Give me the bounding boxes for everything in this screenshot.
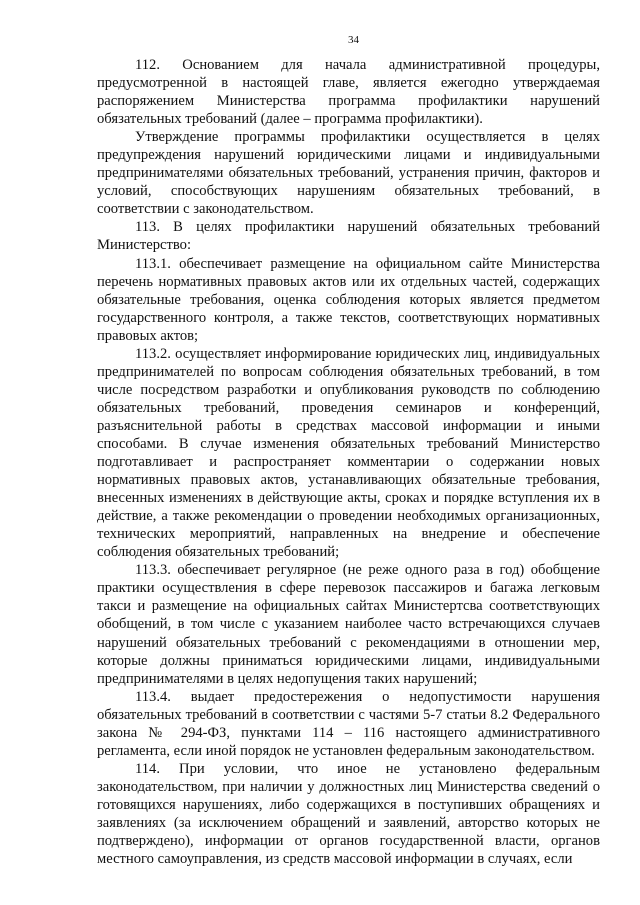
paragraph-113: 113. В целях профилактики нарушений обязательных требований Министерство:	[97, 219, 600, 254]
paragraph-113-2: 113.2. осуществляет информирование юридических лиц, индивидуальных предпринимателей по вопросам соблюдения обязательных требований, в том числе посредством разработки и опубликования руководств по соблюдению обязательных требований, проведения семинаров и конференций, разъяснительной работы в средствах массовой информации и иными способами. В случае изменения обязательных требований Министерство подготавливает и распространяет комментарии о содержании новых нормативных правовых актов, устанавливающих обязательные требования, внесенных изменениях в действующие акты, сроках и порядке вступления их в действие, а также рекомендации о проведении необходимых организационных, технических мероприятий, направленных на внедрение и обеспечение соблюдения обязательных требований;	[97, 345, 600, 561]
paragraph-113-4: 113.4. выдает предостережения о недопустимости нарушения обязательных требований в соответствии с частями 5-7 статьи 8.2 Федерального закона № 294-ФЗ, пунктами 114 – 116 настоящего административного регламента, если иной порядок не установлен федеральным законодательством.	[97, 688, 600, 759]
paragraph-112-approval: Утверждение программы профилактики осуществляется в целях предупреждения нарушений юридическими лицами и индивидуальными предпринимателями обязательных требований, устранения причин, факторов и условий, способствующих нарушениям обязательных требований, в соответствии с законодательством.	[97, 129, 600, 218]
paragraph-113-1: 113.1. обеспечивает размещение на официальном сайте Министерства перечень нормативных правовых актов или их отдельных частей, содержащих обязательные требования, оценка соблюдения которых является предметом государственного контроля, а также текстов, соответствующих нормативных правовых актов;	[97, 255, 600, 344]
paragraph-113-3: 113.3. обеспечивает регулярное (не реже одного раза в год) обобщение практики осуществления в сфере перевозок пассажиров и багажа легковым такси и размещение на официальных сайтах Министертсва соответствующих обобщений, в том числе с указанием наиболее часто встречающихся случаев нарушений обязательных требований с рекомендациями в отношении мер, которые должны приниматься юридическими лицами, индивидуальными предпринимателями в целях недопущения таких нарушений;	[97, 562, 600, 687]
paragraph-114: 114. При условии, что иное не установлено федеральным законодательством, при наличии у должностных лиц Министерства сведений о готовящихся нарушениях, либо содержащихся в поступивших обращениях и заявлениях (за исключением обращений и заявлений, авторство которых не подтверждено), информации от органов государственной власти, органов местного самоуправления, из средств массовой информации в случаях, если	[97, 760, 600, 868]
page-number: 34	[348, 34, 359, 46]
paragraph-112: 112. Основанием для начала административной процедуры, предусмотренной в настоящей главе, является ежегодно утверждаемая распоряжением Министерства программа профилактики нарушений обязательных требований (далее – программа профилактики).	[97, 57, 600, 128]
